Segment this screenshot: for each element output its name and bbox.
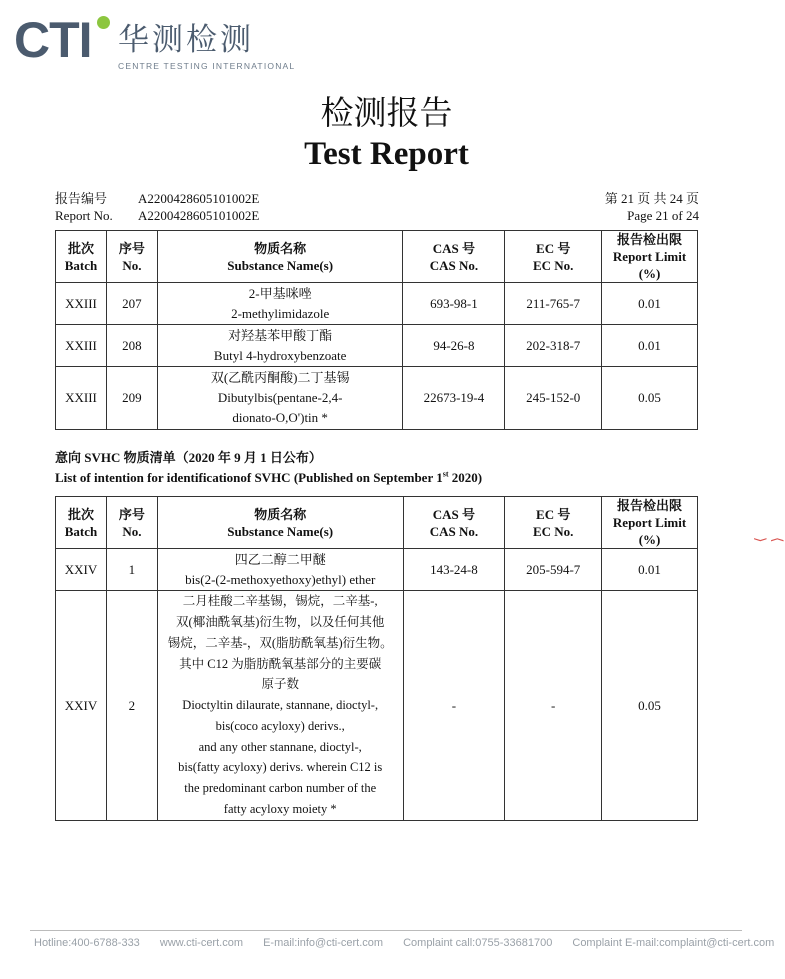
page-cn: 第 21 页 共 24 页 <box>604 191 699 206</box>
cell-batch: XXIII <box>56 283 107 325</box>
cell-no: 1 <box>106 549 157 591</box>
header-ec: EC 号 EC No. <box>505 231 602 283</box>
report-no-label-cn: 报告编号 <box>55 191 108 206</box>
footer-hotline: Hotline:400-6788-333 <box>34 937 140 949</box>
table-header-row <box>56 231 698 283</box>
table-row <box>56 367 698 430</box>
cell-ec: 211-765-7 <box>505 283 602 325</box>
footer-divider <box>30 930 742 931</box>
header-no: 序号 No. <box>106 231 157 283</box>
page-en: Page 21 of 24 <box>627 208 699 223</box>
cell-batch: XXIII <box>56 367 107 430</box>
header-ec: EC 号 EC No. <box>505 497 602 549</box>
table-row <box>56 591 698 821</box>
cell-limit: 0.01 <box>602 549 698 591</box>
cell-cas: - <box>403 591 505 821</box>
cell-no: 2 <box>106 591 157 821</box>
footer <box>34 937 774 949</box>
footer-web: www.cti-cert.com <box>159 937 243 949</box>
logo-brand: CTI <box>14 12 92 68</box>
table-row <box>56 325 698 367</box>
section2-title-en: List of intention for identificationof SVHC (Published on September 1st 2020) <box>55 469 483 485</box>
report-no-label-en: Report No. <box>55 208 113 223</box>
report-no-cn: A2200428605101002E <box>138 191 260 206</box>
cell-limit: 0.05 <box>602 367 698 430</box>
cell-limit: 0.05 <box>602 591 698 821</box>
cell-ec: - <box>505 591 602 821</box>
cell-limit: 0.01 <box>602 283 698 325</box>
cell-ec: 205-594-7 <box>505 549 602 591</box>
logo-dot <box>97 16 110 29</box>
cell-name: 二月桂酸二辛基锡，锡烷，二辛基-, 双(椰油酰氧基)衍生物，以及任何其他 锡烷，二辛基-，双(脂肪酰氧基)衍生物。 其中 C12 为脂肪酰氧基部分的主要碳 原子数 Dioctyltin dilaurate, stannane, dioctyl-, bis(coco acyloxy) derivs., and any other stannane, dioctyl-, bis(fatty acyloxy) derivs. wherein C12 is the predominant carbon number of the fatty acyloxy moiety * <box>157 591 403 821</box>
title-cn: 检测报告 <box>320 96 453 132</box>
logo-en-name: CENTRE TESTING INTERNATIONAL <box>118 61 296 71</box>
header-batch: 批次 Batch <box>56 497 107 549</box>
cell-no: 209 <box>106 367 157 430</box>
cell-ec: 202-318-7 <box>505 325 602 367</box>
company-logo <box>14 8 296 71</box>
cell-name: 2-甲基咪唑 2-methylimidazole <box>157 283 403 325</box>
title-en: Test Report <box>304 136 469 172</box>
header-name: 物质名称 Substance Name(s) <box>157 231 403 283</box>
header-limit: 报告检出限 Report Limit (%) <box>602 497 698 549</box>
cell-name: 四乙二醇二甲醚 bis(2-(2-methoxyethoxy)ethyl) ether <box>157 549 403 591</box>
seal-fragment-icon: ⟨ ⟩ <box>752 537 784 543</box>
table-row <box>56 549 698 591</box>
table-row <box>56 283 698 325</box>
svhc-table-2 <box>55 496 698 821</box>
cell-cas: 22673-19-4 <box>403 367 505 430</box>
cell-no: 208 <box>106 325 157 367</box>
footer-complaint-call: Complaint call:0755-33681700 <box>403 937 553 949</box>
report-no-en: A2200428605101002E <box>138 208 260 223</box>
header-batch: 批次 Batch <box>56 231 107 283</box>
header-cas: CAS 号 CAS No. <box>403 231 505 283</box>
header-no: 序号 No. <box>106 497 157 549</box>
cell-ec: 245-152-0 <box>505 367 602 430</box>
table-header-row <box>56 497 698 549</box>
cell-cas: 143-24-8 <box>403 549 505 591</box>
footer-email: E-mail:info@cti-cert.com <box>263 937 384 949</box>
svhc-table-1 <box>55 230 698 430</box>
cell-batch: XXIV <box>56 549 107 591</box>
header-cas: CAS 号 CAS No. <box>403 497 505 549</box>
cell-name: 对羟基苯甲酸丁酯 Butyl 4-hydroxybenzoate <box>157 325 403 367</box>
logo-cn-name: 华测检测 <box>118 22 254 58</box>
cell-no: 207 <box>106 283 157 325</box>
cell-batch: XXIII <box>56 325 107 367</box>
cell-batch: XXIV <box>56 591 107 821</box>
cell-limit: 0.01 <box>602 325 698 367</box>
footer-complaint-email: Complaint E-mail:complaint@cti-cert.com <box>572 937 775 949</box>
section2-title-cn: 意向 SVHC 物质清单（2020 年 9 月 1 日公布） <box>55 450 322 465</box>
cell-cas: 94-26-8 <box>403 325 505 367</box>
header-name: 物质名称 Substance Name(s) <box>157 497 403 549</box>
cell-name: 双(乙酰丙酮酸)二丁基锡 Dibutylbis(pentane-2,4- dionato-O,O')tin * <box>157 367 403 430</box>
header-limit: 报告检出限 Report Limit (%) <box>602 231 698 283</box>
cell-cas: 693-98-1 <box>403 283 505 325</box>
